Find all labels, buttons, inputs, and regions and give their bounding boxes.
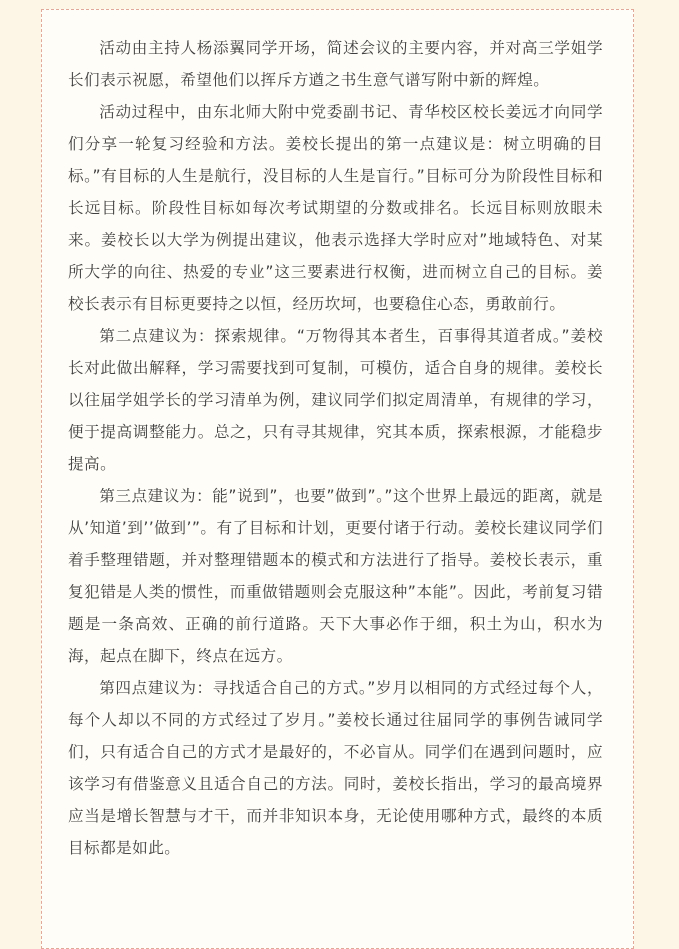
paragraph-third-suggestion: 第三点建议为：能”说到”，也要”做到”。”这个世界上最远的距离，就是从’知道’到’’做到’”。有了目标和计划，更要付诸于行动。姜校长建议同学们着手整理错题，并对整理错题本的模式和方法进行了指导。姜校长表示，重复犯错是人类的惯性，而重做错题则会克服这种”本能”。因此，考前复习错题是一条高效、正确的前行道路。天下大事必作于细，积土为山，积水为海，起点在脚下，终点在远方。 xyxy=(68,487,603,665)
paragraph-second-suggestion: 第二点建议为：探索规律。“万物得其本者生，百事得其道者成。”姜校长对此做出解释，学习需要找到可复制，可模仿，适合自身的规律。姜校长以往届学姐学长的学习清单为例，建议同学们拟定周清单，有规律的学习，便于提高调整能力。总之，只有寻其规律，究其本质，探索根源，才能稳步提高。 xyxy=(68,327,603,473)
article-box xyxy=(41,9,634,949)
paragraph-first-suggestion: 活动过程中，由东北师大附中党委副书记、青华校区校长姜远才向同学们分享一轮复习经验和方法。姜校长提出的第一点建议是：树立明确的目标。”有目标的人生是航行，没目标的人生是盲行。”目标可分为阶段性目标和长远目标。阶段性目标如每次考试期望的分数或排名。长远目标则放眼未来。姜校长以大学为例提出建议，他表示选择大学时应对”地域特色、对某所大学的向往、热爱的专业”这三要素进行权衡，进而树立自己的目标。姜校长表示有目标更要持之以恒，经历坎坷，也要稳住心态，勇敢前行。 xyxy=(68,103,603,313)
paragraph-opening: 活动由主持人杨添翼同学开场，简述会议的主要内容，并对高三学姐学长们表示祝愿，希望他们以挥斥方遒之书生意气谱写附中新的辉煌。 xyxy=(68,39,603,89)
paragraph-fourth-suggestion: 第四点建议为：寻找适合自己的方式。”岁月以相同的方式经过每个人，每个人却以不同的方式经过了岁月。”姜校长通过往届同学的事例告诫同学们，只有适合自己的方式才是最好的，不必盲从。同学们在遇到问题时，应该学习有借鉴意义且适合自己的方法。同时，姜校长指出，学习的最高境界应当是增长智慧与才干，而并非知识本身，无论使用哪种方式，最终的本质目标都是如此。 xyxy=(68,679,603,857)
